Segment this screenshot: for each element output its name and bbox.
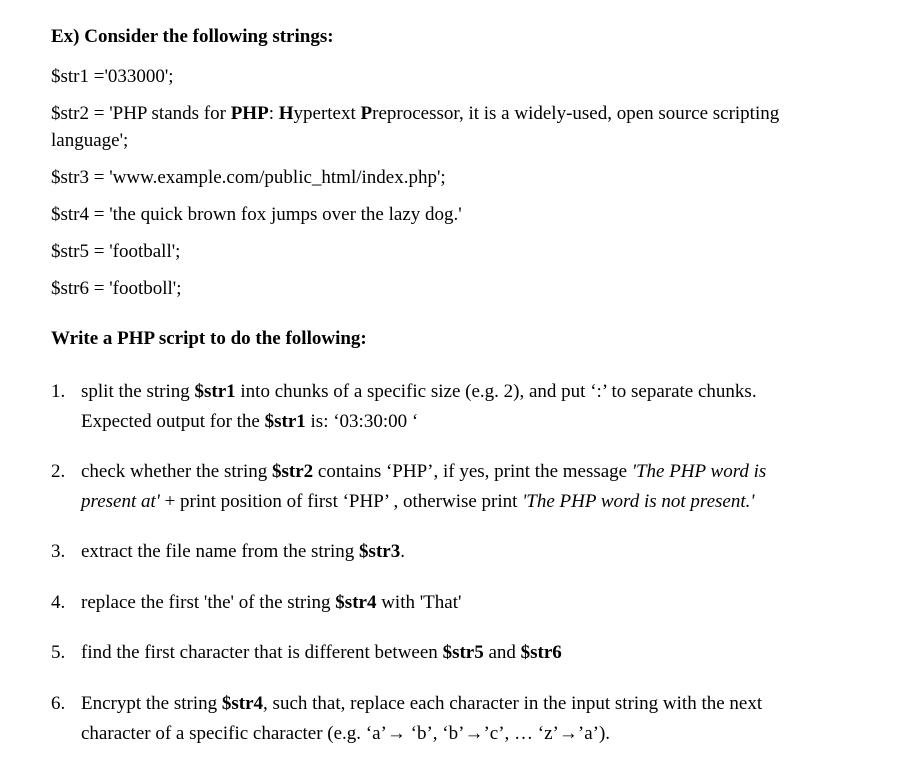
str2-definition-line1: [51, 99, 779, 129]
str1-definition: $str1 ='033000';: [51, 66, 174, 87]
task-2-message-not-present: 'The PHP word is not present.': [522, 491, 755, 512]
task-number: 3.: [51, 541, 66, 562]
task-number: 5.: [51, 642, 66, 663]
task-1-text-c: into chunks of a specific size (e.g. 2), and put ‘:’ to separate chunks.: [235, 381, 757, 402]
task-1-text-a: split the string: [81, 381, 195, 402]
task-3-text-c: .: [400, 541, 405, 562]
str4-definition: $str4 = 'the quick brown fox jumps over the lazy dog.': [51, 204, 462, 225]
task-number: 6.: [51, 693, 66, 714]
task-1-var-2: $str1: [264, 411, 306, 432]
exercise-title: Ex) Consider the following strings:: [51, 26, 334, 47]
task-6-text-2a: character of a specific character (e.g. ‘a’: [81, 723, 387, 744]
task-2-message-start: 'The PHP word is: [631, 461, 767, 482]
str2-rest: reprocessor, it is a widely-used, open source scripting: [372, 103, 780, 124]
task-number: 4.: [51, 592, 66, 613]
arrow-right-icon: →: [558, 723, 578, 744]
str2-php: PHP: [230, 103, 269, 124]
str2-h: H: [278, 103, 294, 124]
task-4-text-c: with 'That': [376, 592, 462, 613]
task-6-text-2c: ‘b’, ‘b’: [405, 723, 465, 744]
task-2-text-2b: + print position of first ‘PHP’ , otherwise print: [159, 491, 523, 512]
arrow-right-icon: →: [464, 723, 484, 744]
arrow-right-icon: →: [386, 723, 406, 744]
str2-p: P: [360, 103, 373, 124]
task-5-var-2: $str6: [520, 642, 562, 663]
str2-prefix: $str2 = 'PHP stands for: [51, 103, 231, 124]
task-2-text-a: check whether the string: [81, 461, 272, 482]
task-6-text-2e: ’c’, … ‘z’: [483, 723, 559, 744]
task-6-var: $str4: [221, 693, 264, 714]
task-6-text-2g: ’a’).: [577, 723, 611, 744]
task-text: [81, 457, 871, 517]
task-text: [81, 689, 871, 749]
task-2-message-end: present at': [81, 491, 160, 512]
task-heading: Write a PHP script to do the following:: [51, 328, 367, 349]
task-1-text-2a: Expected output for the: [81, 411, 265, 432]
task-6-text-a: Encrypt the string: [81, 693, 222, 714]
task-text: [81, 588, 871, 618]
task-4-text-a: replace the first 'the' of the string: [81, 592, 336, 613]
str6-definition: $str6 = 'footboll';: [51, 278, 182, 299]
task-2-text-c: contains ‘PHP’, if yes, print the message: [313, 461, 632, 482]
task-text: [81, 638, 871, 668]
task-text: [81, 537, 871, 567]
str2-colon: :: [268, 103, 279, 124]
task-3-text-a: extract the file name from the string: [81, 541, 360, 562]
str5-definition: $str5 = 'football';: [51, 241, 181, 262]
str2-definition-line2: language';: [51, 130, 129, 151]
task-text: [81, 377, 871, 437]
task-1-var: $str1: [194, 381, 236, 402]
task-5-text-c: and: [483, 642, 521, 663]
task-3-var: $str3: [359, 541, 401, 562]
task-1-text-2c: is: ‘03:30:00 ‘: [305, 411, 419, 432]
task-5-text-a: find the first character that is different between: [81, 642, 443, 663]
str3-definition: $str3 = 'www.example.com/public_html/index.php';: [51, 167, 446, 188]
task-number: 1.: [51, 381, 66, 402]
task-4-var: $str4: [335, 592, 377, 613]
task-2-var: $str2: [271, 461, 314, 482]
task-5-var-1: $str5: [442, 642, 484, 663]
str2-ypertext: ypertext: [293, 103, 361, 124]
task-number: 2.: [51, 461, 66, 482]
task-6-text-c: , such that, replace each character in the input string with the next: [263, 693, 763, 714]
